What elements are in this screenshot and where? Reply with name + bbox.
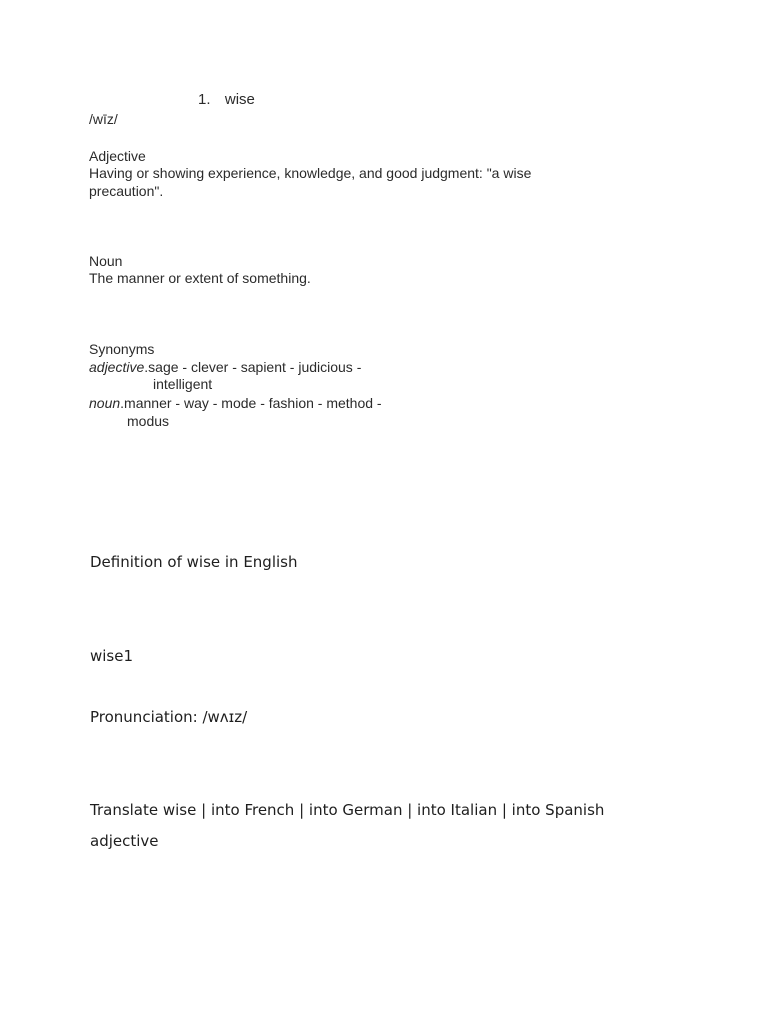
sense-definition-noun: The manner or extent of something. [89, 270, 311, 286]
synonyms-noun-label: noun [89, 395, 121, 411]
synonyms-adjective-label: adjective [89, 359, 145, 375]
definition-heading: Definition of wise in English [90, 553, 298, 571]
sense-definition-adjective: Having or showing experience, knowledge, and good judgment: "a wise precaution". [89, 165, 532, 199]
synonyms-noun-list: manner - way - mode - fashion - method - [124, 395, 382, 411]
synonyms-noun-row: noun.manner - way - mode - fashion - method - [89, 395, 382, 411]
part-of-speech: adjective [90, 832, 159, 850]
synonyms-adjective-continuation: intelligent [153, 376, 213, 392]
synonyms-heading: Synonyms [89, 341, 155, 357]
entry-number: 1. [198, 91, 211, 108]
sense-pos-adjective: Adjective [89, 148, 146, 164]
entry-headword: wise [224, 91, 255, 108]
synonyms-adjective-row: adjective.sage - clever - sapient - judicious - [89, 359, 362, 375]
translate-line: Translate wise | into French | into German | into Italian | into Spanish [90, 801, 605, 819]
entry-header [198, 91, 255, 108]
pronunciation-line: Pronunciation: /wʌɪz/ [90, 708, 248, 726]
entry-phonetic: /wīz/ [89, 111, 118, 127]
entry-word: wise1 [90, 647, 134, 665]
synonyms-noun-continuation: modus [127, 413, 170, 429]
synonyms-adjective-list: sage - clever - sapient - judicious - [148, 359, 362, 375]
sense-pos-noun: Noun [89, 253, 123, 269]
